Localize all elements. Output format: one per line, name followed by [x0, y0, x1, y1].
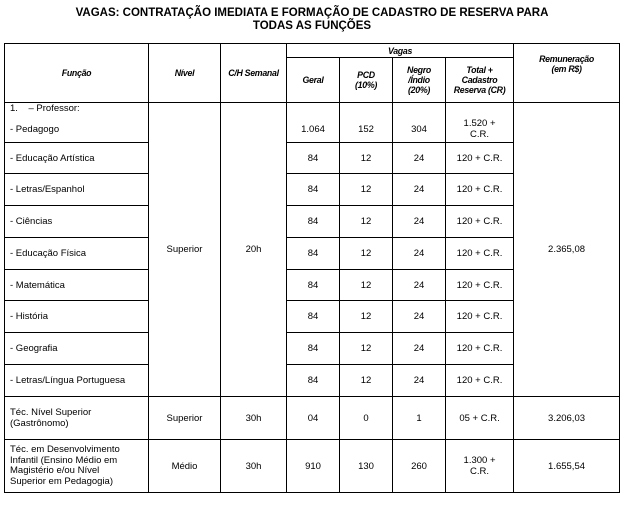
row-geral: 04 — [287, 397, 340, 440]
title-line-1: VAGAS: CONTRATAÇÃO IMEDIATA E FORMAÇÃO DE CADASTRO DE RESERVA PARA — [75, 7, 549, 19]
professor-ch: 20h — [221, 103, 287, 397]
table-row — [5, 440, 620, 493]
row-geral: 84 — [287, 238, 340, 270]
row-pcd: 12 — [340, 206, 393, 238]
row-total: 120 + C.R. — [446, 365, 514, 397]
header-remuneracao: Remuneração (em R$) — [514, 44, 620, 103]
row-funcao: - Geografia — [5, 333, 149, 365]
row-negro: 1 — [393, 397, 446, 440]
header-pcd: PCD (10%) — [340, 58, 393, 103]
row-funcao: - Matemática — [5, 270, 149, 301]
row-funcao: - Educação Física — [5, 238, 149, 270]
header-vagas: Vagas — [287, 44, 514, 58]
row-total: 120 + C.R. — [446, 333, 514, 365]
row-geral: 84 — [287, 333, 340, 365]
row-total: 120 + C.R. — [446, 301, 514, 333]
row-pcd: 12 — [340, 238, 393, 270]
row-remuneracao: 1.655,54 — [514, 440, 620, 493]
header-funcao: Função — [5, 44, 149, 103]
row-ch: 30h — [221, 440, 287, 493]
row-negro: 24 — [393, 206, 446, 238]
row-total: 1.520 + C.R. — [446, 117, 514, 143]
header-nivel: Nível — [149, 44, 221, 103]
title-line-2: TODAS AS FUNÇÕES — [252, 20, 372, 32]
row-negro: 24 — [393, 301, 446, 333]
row-total: 120 + C.R. — [446, 206, 514, 238]
row-funcao: - Educação Artística — [5, 143, 149, 174]
row-funcao: - Ciências — [5, 206, 149, 238]
table-row — [5, 397, 620, 440]
row-funcao: - Letras/Língua Portuguesa — [5, 365, 149, 397]
row-negro: 24 — [393, 238, 446, 270]
row-geral: 84 — [287, 270, 340, 301]
row-funcao: - História — [5, 301, 149, 333]
row-nivel: Superior — [149, 397, 221, 440]
page-title — [0, 7, 624, 33]
header-geral: Geral — [287, 58, 340, 103]
row-pcd: 12 — [340, 301, 393, 333]
row-pcd: 12 — [340, 333, 393, 365]
row-negro: 24 — [393, 365, 446, 397]
professor-label: 1. – Professor: — [5, 103, 149, 117]
row-pcd: 0 — [340, 397, 393, 440]
row-negro: 24 — [393, 143, 446, 174]
row-ch: 30h — [221, 397, 287, 440]
row-negro: 304 — [393, 117, 446, 143]
row-nivel: Médio — [149, 440, 221, 493]
row-pcd: 152 — [340, 117, 393, 143]
row-geral: 84 — [287, 301, 340, 333]
row-funcao: - Letras/Espanhol — [5, 174, 149, 206]
row-geral: 84 — [287, 174, 340, 206]
row-geral: 84 — [287, 143, 340, 174]
row-pcd: 130 — [340, 440, 393, 493]
row-pcd: 12 — [340, 270, 393, 301]
vacancies-table — [4, 43, 620, 493]
row-negro: 24 — [393, 270, 446, 301]
row-geral: 84 — [287, 206, 340, 238]
header-ch-semanal: C/H Semanal — [221, 44, 287, 103]
row-total: 120 + C.R. — [446, 238, 514, 270]
row-total: 1.300 + C.R. — [446, 440, 514, 493]
row-geral: 1.064 — [287, 117, 340, 143]
row-geral: 84 — [287, 365, 340, 397]
row-total: 05 + C.R. — [446, 397, 514, 440]
row-geral: 910 — [287, 440, 340, 493]
row-remuneracao: 3.206,03 — [514, 397, 620, 440]
row-pcd: 12 — [340, 143, 393, 174]
row-negro: 260 — [393, 440, 446, 493]
row-funcao: Téc. em Desenvolvimento Infantil (Ensino Médio em Magistério e/ou Nível Superior em Pedagogia) — [5, 440, 149, 493]
row-negro: 24 — [393, 333, 446, 365]
row-pcd: 12 — [340, 174, 393, 206]
header-total-cr: Total + Cadastro Reserva (CR) — [446, 58, 514, 103]
row-total: 120 + C.R. — [446, 143, 514, 174]
row-funcao: Téc. Nível Superior (Gastrônomo) — [5, 397, 149, 440]
row-funcao: - Pedagogo — [5, 117, 149, 143]
row-negro: 24 — [393, 174, 446, 206]
row-total: 120 + C.R. — [446, 174, 514, 206]
row-pcd: 12 — [340, 365, 393, 397]
row-total: 120 + C.R. — [446, 270, 514, 301]
professor-nivel: Superior — [149, 103, 221, 397]
professor-remuneracao: 2.365,08 — [514, 103, 620, 397]
header-negro-indio: Negro /Índio (20%) — [393, 58, 446, 103]
